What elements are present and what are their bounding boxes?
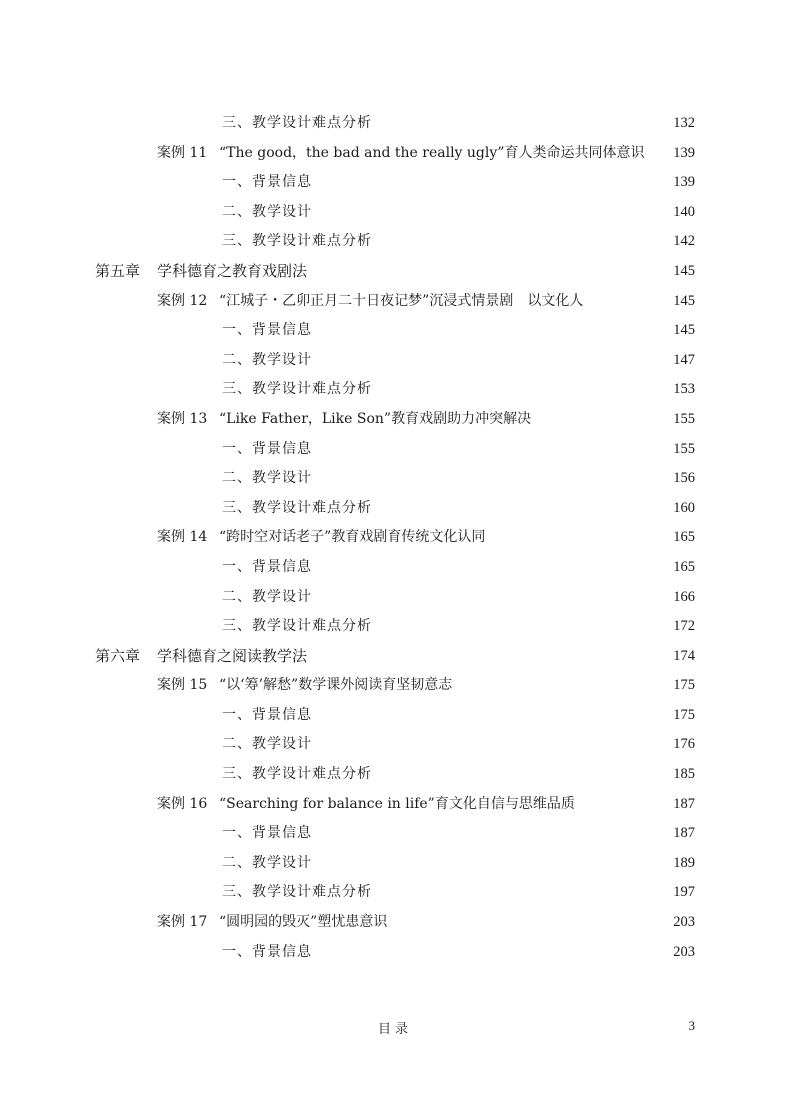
toc-entry-title: 三、教学设计难点分析 [222,884,372,901]
toc-entry-title: 一、背景信息 [222,825,312,842]
toc-section-row[interactable] [0,553,790,583]
toc-entry-title: “The good，the bad and the really ugly”育人类命运共同体意识 [219,144,645,161]
toc-entry-title: “圆明园的毁灭”塑忧患意识 [219,914,388,931]
toc-entry-page: 176 [673,736,695,753]
toc-entry-title: 二、教学设计 [222,351,312,368]
toc-entry-page: 187 [673,795,695,812]
toc-case-row[interactable] [0,405,790,435]
toc-entry-title: 三、教学设计难点分析 [222,381,372,398]
footer-title: 目录 [377,1022,412,1037]
toc-entry-page: 139 [673,144,695,161]
toc-entry-title: 三、教学设计难点分析 [222,115,372,131]
toc-case-row[interactable] [0,287,790,317]
toc-entry-title: 一、背景信息 [222,322,312,339]
toc-entry-title: 一、背景信息 [222,174,312,191]
toc-entry-page: 189 [673,854,695,871]
toc-entry-title: 二、教学设计 [222,736,312,753]
toc-entry-label: 案例 13 [157,410,208,427]
toc-case-row[interactable] [0,908,790,938]
toc-chapter-row[interactable] [0,642,790,672]
footer-page-number: 3 [688,1018,695,1033]
toc-section-row[interactable] [0,701,790,731]
toc-entry-title: “跨时空对话老子”教育戏剧育传统文化认同 [219,529,486,546]
toc-entry-page: 132 [673,115,695,131]
toc-section-row[interactable] [0,849,790,879]
toc-entry-title: 二、教学设计 [222,203,312,220]
toc-entry-title: 三、教学设计难点分析 [222,766,372,783]
toc-entry-page: 145 [673,262,695,279]
toc-entry-page: 185 [673,766,695,783]
toc-entry-page: 156 [673,470,695,487]
toc-entry-title: “Searching for balance in life”育文化自信与思维品质 [219,795,575,812]
toc-case-row[interactable] [0,139,790,169]
toc-entry-page: 166 [673,588,695,605]
toc-entry-page: 174 [673,647,695,664]
toc-entry-label: 案例 15 [157,677,208,694]
toc-entry-page: 172 [673,618,695,635]
toc-entry-page: 155 [673,410,695,427]
toc-chapter-row[interactable] [0,257,790,287]
toc-section-row[interactable] [0,938,790,968]
toc-section-row[interactable] [0,878,790,908]
toc-section-row[interactable] [0,198,790,228]
toc-entry-title: 一、背景信息 [222,558,312,575]
toc-entry-title: 学科德育之教育戏剧法 [157,261,308,280]
toc-entry-page: 203 [673,914,695,931]
toc-entry-title: 一、背景信息 [222,943,312,960]
toc-entry-title: 学科德育之阅读教学法 [157,646,308,665]
toc-entry-title: 三、教学设计难点分析 [222,233,372,250]
toc-section-row[interactable] [0,435,790,465]
toc-entry-title: “Like Father，Like Son”教育戏剧助力冲突解决 [219,410,532,427]
toc-entry-page: 147 [673,351,695,368]
toc-entry-page: 140 [673,203,695,220]
toc-entry-page: 197 [673,884,695,901]
toc-entry-label: 案例 14 [157,529,208,546]
toc-entry-page: 175 [673,677,695,694]
toc-entry-title: “江城子・乙卯正月二十日夜记梦”沉浸式情景剧 以文化人 [219,292,584,309]
toc-entry-title: “以‘筹’解愁”数学课外阅读育坚韧意志 [219,677,453,694]
toc-entry-label: 第六章 [95,646,141,665]
toc-entry-page: 187 [673,825,695,842]
toc-entry-page: 139 [673,174,695,191]
toc-entry-label: 案例 11 [157,144,208,161]
toc-section-row[interactable] [0,346,790,376]
toc-section-row[interactable] [0,819,790,849]
toc-entry-page: 153 [673,381,695,398]
toc-case-row[interactable] [0,523,790,553]
toc-section-row[interactable] [0,583,790,613]
toc-entry-page: 175 [673,706,695,723]
toc-entry-page: 165 [673,558,695,575]
toc-section-row[interactable] [0,227,790,257]
toc-entry-page: 160 [673,499,695,516]
toc-section-row[interactable] [0,612,790,642]
table-of-contents [0,109,790,967]
toc-section-row[interactable] [0,494,790,524]
toc-entry-title: 二、教学设计 [222,588,312,605]
toc-section-row[interactable] [0,375,790,405]
toc-case-row[interactable] [0,790,790,820]
toc-entry-title: 一、背景信息 [222,440,312,457]
toc-case-row[interactable] [0,671,790,701]
toc-entry-label: 案例 16 [157,795,208,812]
toc-entry-page: 142 [673,233,695,250]
toc-entry-label: 案例 12 [157,292,208,309]
toc-section-row[interactable] [0,464,790,494]
toc-entry-page: 203 [673,943,695,960]
toc-section-row[interactable] [0,109,790,139]
toc-entry-page: 165 [673,529,695,546]
toc-entry-title: 三、教学设计难点分析 [222,499,372,516]
toc-entry-title: 二、教学设计 [222,854,312,871]
toc-entry-title: 一、背景信息 [222,706,312,723]
toc-section-row[interactable] [0,730,790,760]
toc-entry-page: 145 [673,322,695,339]
toc-section-row[interactable] [0,316,790,346]
toc-entry-label: 案例 17 [157,914,208,931]
toc-entry-label: 第五章 [95,261,141,280]
toc-section-row[interactable] [0,760,790,790]
toc-entry-page: 155 [673,440,695,457]
toc-section-row[interactable] [0,168,790,198]
toc-entry-title: 二、教学设计 [222,470,312,487]
toc-entry-title: 三、教学设计难点分析 [222,618,372,635]
toc-entry-page: 145 [673,292,695,309]
